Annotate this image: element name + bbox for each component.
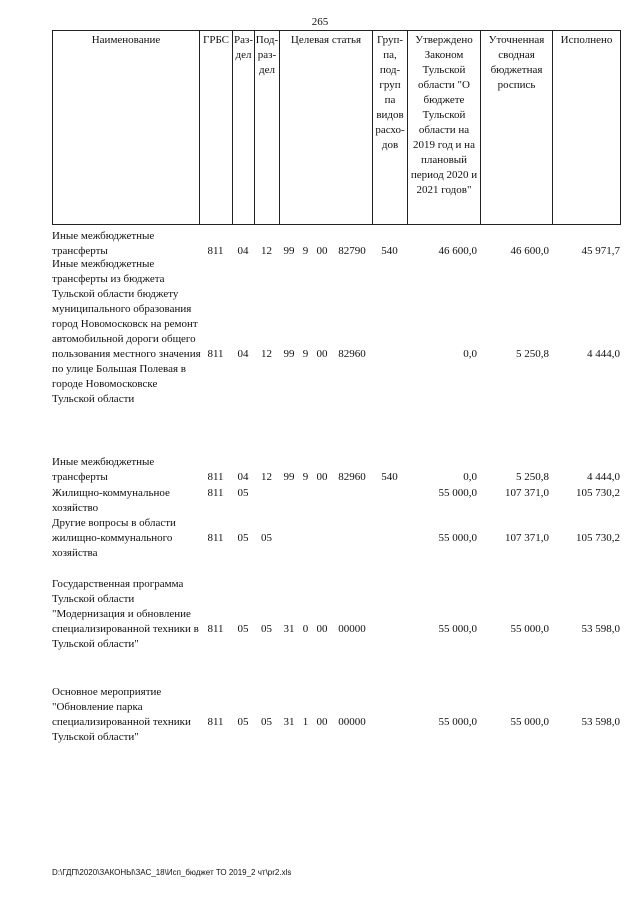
cell-t4: 82960 [338, 471, 366, 483]
cell-executed: 4 444,0 [587, 348, 620, 360]
page-number: 265 [311, 16, 329, 28]
cell-grbs: 811 [207, 532, 224, 544]
header-executed: Исполнено [560, 34, 613, 46]
cell-pr: 05 [261, 532, 272, 544]
cell-revised: 55 000,0 [510, 623, 549, 635]
header-podrazdel: Под-раз-дел [255, 31, 280, 224]
cell-grbs: 811 [207, 348, 224, 360]
cell-t4: 00000 [338, 716, 366, 728]
cell-t2: 9 [302, 348, 309, 360]
cell-approved: 0,0 [463, 348, 477, 360]
row-name: Иные межбюджетные трансферты из бюджета Тульской области бюджету муниципального образования город Новомосковск на ремонт автомобильной дороги общего пользования местного значения по улице Большая Полевая в городе Новомосковске Тульской области [52, 258, 201, 405]
cell-pr: 12 [261, 348, 272, 360]
cell-t3: 00 [316, 716, 328, 728]
cell-revised: 107 371,0 [505, 532, 549, 544]
cell-executed: 45 971,7 [581, 245, 620, 257]
cell-t2: 9 [302, 245, 309, 257]
cell-rz: 05 [237, 623, 249, 635]
header-revised: Уточненная сводная бюджетная роспись [481, 31, 553, 224]
cell-rz: 05 [237, 487, 249, 499]
cell-t1: 31 [283, 623, 295, 635]
cell-t1: 99 [283, 471, 295, 483]
cell-approved: 55 000,0 [438, 487, 477, 499]
cell-t4: 82790 [338, 245, 366, 257]
cell-t3: 00 [316, 471, 328, 483]
cell-vr: 540 [381, 245, 398, 257]
header-grbs: ГРБС [200, 31, 233, 224]
cell-t3: 00 [316, 623, 328, 635]
cell-t4: 00000 [338, 623, 366, 635]
cell-t1: 99 [283, 348, 295, 360]
cell-grbs: 811 [207, 471, 224, 483]
cell-pr: 05 [261, 623, 272, 635]
cell-executed: 4 444,0 [587, 471, 620, 483]
cell-approved: 0,0 [463, 471, 477, 483]
cell-approved: 46 600,0 [438, 245, 477, 257]
cell-t4: 82960 [338, 348, 366, 360]
cell-revised: 107 371,0 [505, 487, 549, 499]
cell-rz: 04 [237, 348, 249, 360]
cell-t3: 00 [316, 245, 328, 257]
row-name: Государственная программа Тульской области "Модернизация и обновление специализированной техники в Тульской области" [52, 578, 199, 650]
header-name: Наименование [53, 31, 200, 224]
header-approved: Утверждено Законом Тульской области "О бюджете Тульской области на 2019 год и на плановый период 2020 и 2021 годов" [408, 31, 481, 224]
cell-vr: 540 [381, 471, 398, 483]
cell-grbs: 811 [207, 716, 224, 728]
cell-t2: 0 [302, 623, 309, 635]
row-name: Жилищно-коммунальное хозяйство [52, 487, 170, 514]
cell-t1: 31 [283, 716, 295, 728]
cell-executed: 53 598,0 [581, 623, 620, 635]
cell-approved: 55 000,0 [438, 716, 477, 728]
cell-rz: 04 [237, 471, 249, 483]
cell-revised: 5 250,8 [516, 348, 549, 360]
cell-rz: 05 [237, 716, 249, 728]
cell-revised: 55 000,0 [510, 716, 549, 728]
cell-t1: 99 [283, 245, 295, 257]
table-header [52, 30, 621, 225]
cell-pr: 12 [261, 245, 272, 257]
cell-grbs: 811 [207, 487, 224, 499]
cell-approved: 55 000,0 [438, 532, 477, 544]
cell-t2: 1 [302, 716, 309, 728]
cell-revised: 46 600,0 [510, 245, 549, 257]
row-name: Иные межбюджетные трансферты [52, 456, 155, 483]
cell-grbs: 811 [207, 623, 224, 635]
cell-pr: 05 [261, 716, 272, 728]
header-target: Целевая статья [280, 31, 373, 224]
row-name: Иные межбюджетные трансферты [52, 230, 155, 257]
header-razdel: Раз-дел [233, 31, 255, 224]
cell-t3: 00 [316, 348, 328, 360]
cell-t2: 9 [302, 471, 309, 483]
header-group: Груп-па, под-груп па видов расхо-дов [373, 31, 408, 224]
row-name: Основное мероприятие "Обновление парка специализированной техники Тульской области" [52, 686, 191, 743]
cell-pr: 12 [261, 471, 272, 483]
cell-approved: 55 000,0 [438, 623, 477, 635]
cell-executed: 53 598,0 [581, 716, 620, 728]
cell-rz: 04 [237, 245, 249, 257]
cell-grbs: 811 [207, 245, 224, 257]
cell-executed: 105 730,2 [576, 487, 620, 499]
cell-revised: 5 250,8 [516, 471, 549, 483]
row-name: Другие вопросы в области жилищно-коммунального хозяйства [52, 517, 176, 559]
cell-executed: 105 730,2 [576, 532, 620, 544]
file-path-footer: D:\ГДП\2020\ЗАКОНЫ\ЗАС_18\Исп_бюджет ТО 2019_2 чт\pr2.xls [52, 868, 292, 877]
cell-rz: 05 [237, 532, 249, 544]
